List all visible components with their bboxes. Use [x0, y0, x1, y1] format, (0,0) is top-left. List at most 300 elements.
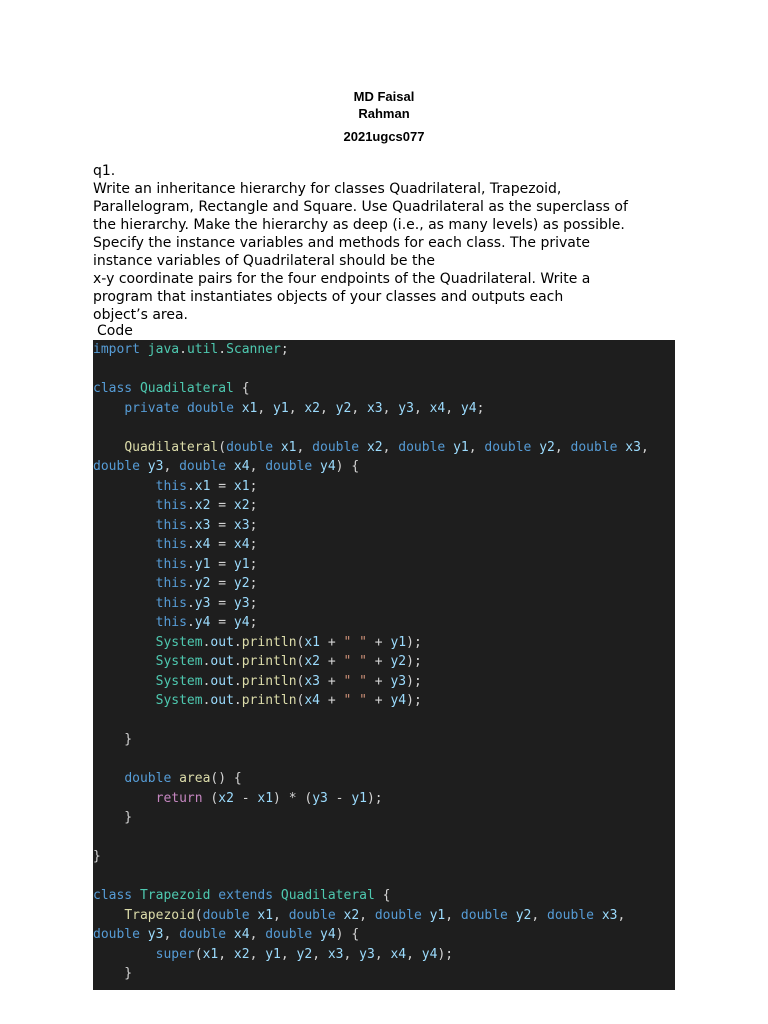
question-number: q1. [93, 163, 116, 179]
code-token: + [366, 634, 391, 650]
code-token: x1 [304, 634, 321, 650]
code-token: , [531, 907, 548, 923]
code-token: y1 [351, 790, 367, 806]
code-token: x2 [343, 907, 360, 923]
code-token: y2 [390, 654, 407, 669]
code-token [93, 537, 156, 552]
code-token: x2 [366, 439, 383, 455]
code-token: ; [249, 576, 258, 591]
code-line [93, 457, 675, 477]
code-line [93, 691, 675, 711]
code-token [93, 557, 156, 572]
code-token [508, 908, 516, 923]
code-token: private [124, 400, 180, 416]
code-token: . [202, 673, 211, 689]
code-token: println [241, 693, 297, 708]
code-token: return [155, 790, 203, 806]
code-token: , [351, 400, 367, 416]
code-token: , [163, 459, 180, 474]
code-token [594, 908, 602, 923]
code-token: y2 [194, 576, 211, 591]
question-line: x-y coordinate pairs for the four endpoints of the Quadrilateral. Write a [93, 271, 591, 287]
code-token: ; [249, 595, 258, 611]
code-token: x3 [194, 517, 211, 533]
code-line [93, 886, 675, 906]
code-token: x3 [625, 439, 641, 455]
code-token: x4 [429, 400, 446, 416]
code-line [93, 789, 675, 809]
code-token: , [359, 907, 375, 923]
code-token: y3 [147, 927, 164, 942]
code-token: this [155, 595, 187, 611]
code-token: y3 [390, 673, 407, 689]
code-token: ( [194, 907, 203, 923]
code-token: y1 [429, 907, 446, 923]
code-line [93, 925, 675, 945]
code-line [93, 360, 675, 380]
code-token: y4 [320, 459, 336, 474]
code-line [93, 867, 675, 887]
code-token: } [93, 966, 133, 981]
code-token: double [484, 439, 532, 455]
code-token: ; [249, 615, 258, 630]
code-token: y3 [233, 595, 250, 611]
code-token: . [202, 654, 211, 669]
code-token: ); [406, 673, 422, 689]
code-token [93, 518, 156, 533]
code-token: " " [343, 654, 367, 669]
code-token: ( [202, 790, 219, 806]
code-token: ( [194, 946, 203, 962]
code-token: , [406, 946, 422, 962]
code-token: ) { [335, 927, 360, 942]
code-line [93, 808, 675, 828]
code-token: Quadilateral [124, 439, 219, 455]
code-token: x4 [233, 537, 250, 552]
code-token [93, 693, 156, 708]
code-token [234, 401, 242, 416]
code-token: , [445, 400, 461, 416]
code-line [93, 945, 675, 965]
code-token: y4 [194, 615, 211, 630]
code-token [93, 654, 156, 669]
code-token: x1 [233, 478, 250, 494]
code-token: ); [406, 693, 422, 708]
code-token: ( [296, 693, 305, 708]
code-token: println [241, 673, 297, 689]
code-token [140, 927, 148, 942]
code-token: y1 [194, 556, 211, 572]
code-token [336, 908, 344, 923]
code-token: . [186, 537, 195, 552]
code-line [93, 964, 675, 984]
code-token: y3 [147, 459, 164, 474]
code-token: this [155, 498, 187, 513]
code-token: x3 [601, 907, 618, 923]
code-token: , [374, 946, 391, 962]
code-token: . [233, 634, 242, 650]
code-token: . [186, 595, 195, 611]
code-token: y3 [398, 400, 414, 416]
code-token: y3 [312, 790, 328, 806]
code-line [93, 672, 675, 692]
code-token: ( [296, 654, 305, 669]
code-line [93, 594, 675, 614]
code-token [93, 908, 124, 923]
code-token: x2 [304, 654, 321, 669]
code-token [93, 615, 156, 630]
code-token: { [233, 381, 250, 396]
code-token: ); [406, 634, 422, 650]
code-token: , [413, 400, 430, 416]
question-line: Write an inheritance hierarchy for classes Quadrilateral, Trapezoid, [93, 181, 562, 197]
code-token: area [179, 771, 211, 786]
code-line [93, 555, 675, 575]
code-token: . [186, 478, 195, 494]
code-token: println [241, 654, 297, 669]
code-label: Code [97, 323, 133, 339]
code-line [93, 750, 675, 770]
code-token: x1 [257, 790, 274, 806]
code-token: x3 [233, 517, 250, 533]
code-token: x1 [257, 907, 274, 923]
code-token: ( [218, 439, 227, 455]
code-token: x1 [194, 478, 211, 494]
code-token: = [210, 576, 234, 591]
roll-number: 2021ugcs077 [343, 129, 425, 144]
code-token: - [233, 790, 258, 806]
code-token: } [93, 732, 133, 747]
code-token: double [179, 459, 227, 474]
code-block [93, 340, 675, 990]
code-line [93, 613, 675, 633]
code-token: , [320, 400, 336, 416]
code-token [445, 440, 453, 455]
code-token: y3 [194, 595, 211, 611]
code-token [531, 440, 539, 455]
code-token: , [312, 946, 328, 962]
code-token: ; [249, 478, 258, 494]
code-token: y3 [359, 946, 375, 962]
code-token: y4 [320, 927, 336, 942]
code-token: + [366, 673, 391, 689]
code-token: double [570, 439, 618, 455]
code-token: = [210, 615, 234, 630]
code-token: , [288, 400, 305, 416]
code-token: double [202, 907, 250, 923]
code-token: this [155, 517, 187, 533]
code-token: , [382, 400, 399, 416]
code-token: " " [343, 693, 367, 708]
code-token [93, 440, 124, 455]
question-line: Parallelogram, Rectangle and Square. Use Quadrilateral as the superclass of [93, 199, 628, 215]
question-line: Specify the instance variables and methods for each class. The private [93, 235, 590, 251]
code-line [93, 730, 675, 750]
code-token: extends [218, 888, 274, 903]
code-token: x3 [366, 400, 383, 416]
code-token: ; [249, 556, 258, 572]
code-token: this [155, 615, 187, 630]
code-token: x4 [390, 946, 407, 962]
code-token: , [249, 927, 266, 942]
code-token: , [343, 946, 360, 962]
code-token [140, 342, 148, 357]
code-token: + [366, 654, 391, 669]
code-token: - [327, 790, 352, 806]
code-token: double [186, 400, 234, 416]
code-token: , [554, 439, 571, 455]
code-token: x4 [233, 927, 250, 942]
code-token: double [93, 459, 140, 474]
code-token: x2 [233, 946, 250, 962]
code-token: . [186, 556, 195, 572]
code-line [93, 496, 675, 516]
code-token: . [233, 693, 242, 708]
code-token: double [226, 439, 274, 455]
code-token: x2 [304, 400, 321, 416]
code-token: System [155, 634, 203, 650]
code-token: ); [406, 654, 422, 669]
code-token: x1 [241, 400, 258, 416]
code-token: java [147, 342, 180, 357]
code-token: ( [296, 634, 305, 650]
code-token: . [186, 517, 195, 533]
code-token: . [218, 342, 227, 357]
code-token: double [93, 927, 140, 942]
question-line: instance variables of Quadrilateral should be the [93, 253, 435, 269]
code-token: Trapezoid [139, 888, 211, 903]
author-name-line1: MD Faisal [353, 89, 415, 104]
code-token: double [460, 907, 508, 923]
code-token: , [280, 946, 297, 962]
code-token: y1 [390, 634, 407, 650]
code-token: ( [296, 673, 305, 689]
code-token: . [202, 634, 211, 650]
code-token: this [155, 537, 187, 552]
code-token: System [155, 693, 203, 708]
code-token [93, 674, 156, 689]
code-token: Trapezoid [124, 907, 195, 923]
code-token: x1 [280, 439, 297, 455]
code-token [93, 596, 156, 611]
code-token: y4 [421, 946, 438, 962]
code-token: . [186, 576, 195, 591]
code-token: . [186, 615, 195, 630]
code-token: y2 [296, 946, 313, 962]
code-token: ) { [335, 459, 360, 474]
code-token: import [93, 342, 140, 357]
code-token: = [210, 595, 234, 611]
code-token: x2 [194, 498, 211, 513]
code-token: = [210, 478, 234, 494]
code-token: this [155, 478, 187, 494]
code-token: y2 [539, 439, 555, 455]
code-token: y4 [390, 693, 407, 708]
code-token: y1 [453, 439, 469, 455]
code-token [179, 401, 187, 416]
code-token: double [398, 439, 446, 455]
code-line [93, 535, 675, 555]
code-token: double [265, 459, 313, 474]
code-line [93, 340, 675, 360]
code-token: x3 [304, 673, 321, 689]
code-token: . [233, 654, 242, 669]
code-token [93, 498, 156, 513]
code-token: y1 [233, 556, 250, 572]
code-token: () { [210, 771, 242, 786]
code-token: + [320, 693, 344, 708]
code-line [93, 399, 675, 419]
code-token: double [288, 907, 336, 923]
code-token: out [210, 654, 234, 669]
code-token: out [210, 693, 234, 708]
code-token: . [186, 498, 195, 513]
question-line: program that instantiates objects of your classes and outputs each [93, 289, 564, 305]
code-token: y2 [515, 907, 532, 923]
code-token [93, 576, 156, 591]
code-token: = [210, 517, 234, 533]
code-token: y2 [335, 400, 352, 416]
code-token: + [366, 693, 391, 708]
code-token: x3 [327, 946, 344, 962]
code-token: ; [476, 400, 485, 416]
code-token: this [155, 556, 187, 572]
code-token: , [617, 907, 626, 923]
code-line [93, 828, 675, 848]
code-line [93, 574, 675, 594]
code-token: ; [249, 498, 258, 513]
code-token: Quadilateral [280, 888, 375, 903]
code-token: double [374, 907, 422, 923]
code-token: x2 [218, 790, 234, 806]
code-token: = [210, 498, 234, 513]
code-token: double [179, 927, 227, 942]
code-token: , [468, 439, 485, 455]
code-token: x4 [304, 693, 321, 708]
code-token: , [163, 927, 180, 942]
code-token: . [179, 342, 187, 357]
code-token: println [241, 634, 297, 650]
code-token: y1 [265, 946, 281, 962]
author-name-line2: Rahman [358, 106, 410, 121]
code-token: ) * ( [273, 790, 313, 806]
code-token: System [155, 654, 203, 669]
code-line [93, 633, 675, 653]
code-token: } [93, 810, 133, 825]
code-token [226, 459, 234, 474]
code-token: , [218, 946, 234, 962]
code-token: + [320, 634, 344, 650]
code-token [93, 401, 124, 416]
code-token: { [374, 888, 391, 903]
code-token: super [155, 946, 195, 962]
code-line [93, 847, 675, 867]
code-token [132, 888, 140, 903]
code-line [93, 711, 675, 731]
code-token: double [312, 439, 360, 455]
code-token: this [155, 576, 187, 591]
code-token [132, 381, 140, 396]
code-token: ; [280, 342, 289, 357]
code-token [93, 635, 156, 650]
code-token [312, 459, 320, 474]
code-token: , [273, 907, 289, 923]
code-token: . [202, 693, 211, 708]
code-line [93, 438, 675, 458]
code-token: } [93, 849, 101, 864]
document-header [0, 88, 768, 145]
code-token [273, 440, 281, 455]
code-line [93, 477, 675, 497]
code-token [312, 927, 320, 942]
code-line [93, 516, 675, 536]
code-token: x2 [233, 498, 250, 513]
code-token [93, 479, 156, 494]
code-token: class [93, 888, 133, 903]
code-token: Quadilateral [139, 381, 234, 396]
question-line: object’s area. [93, 307, 189, 323]
code-token: = [210, 556, 234, 572]
code-line [93, 906, 675, 926]
code-token: ; [249, 517, 258, 533]
code-token: Scanner [226, 342, 281, 357]
code-token [171, 771, 179, 786]
code-token: x4 [194, 537, 211, 552]
code-line [93, 418, 675, 438]
code-token [359, 440, 367, 455]
code-token: y4 [460, 400, 477, 416]
code-token: , [249, 459, 266, 474]
code-token: x4 [233, 459, 250, 474]
code-token: ; [249, 537, 258, 552]
code-token: = [210, 537, 234, 552]
code-token: , [257, 400, 274, 416]
code-token: double [547, 907, 594, 923]
code-token: , [296, 439, 313, 455]
code-token: y1 [273, 400, 289, 416]
code-token: , [249, 946, 266, 962]
code-token: " " [343, 634, 367, 650]
code-token: , [382, 439, 399, 455]
code-token: double [265, 927, 313, 942]
code-token [226, 927, 234, 942]
code-line [93, 379, 675, 399]
code-token: class [93, 381, 133, 396]
code-token: ); [437, 946, 454, 962]
code-token: out [210, 634, 234, 650]
code-token: + [320, 673, 344, 689]
code-token [273, 888, 281, 903]
code-token [140, 459, 148, 474]
code-line [93, 652, 675, 672]
code-token: out [210, 673, 234, 689]
code-token: y2 [233, 576, 250, 591]
code-token [93, 771, 124, 786]
question-line: the hierarchy. Make the hierarchy as deep (i.e., as many levels) as possible. [93, 217, 625, 233]
code-token [422, 908, 430, 923]
code-token: , [445, 907, 461, 923]
code-token: y4 [233, 615, 250, 630]
question-text [93, 162, 653, 324]
code-line [93, 769, 675, 789]
code-token: " " [343, 673, 367, 689]
code-token: + [320, 654, 344, 669]
code-token: , [640, 439, 649, 455]
code-token: . [233, 673, 242, 689]
code-token: util [186, 342, 219, 357]
code-token [93, 947, 156, 962]
code-token [93, 791, 156, 806]
